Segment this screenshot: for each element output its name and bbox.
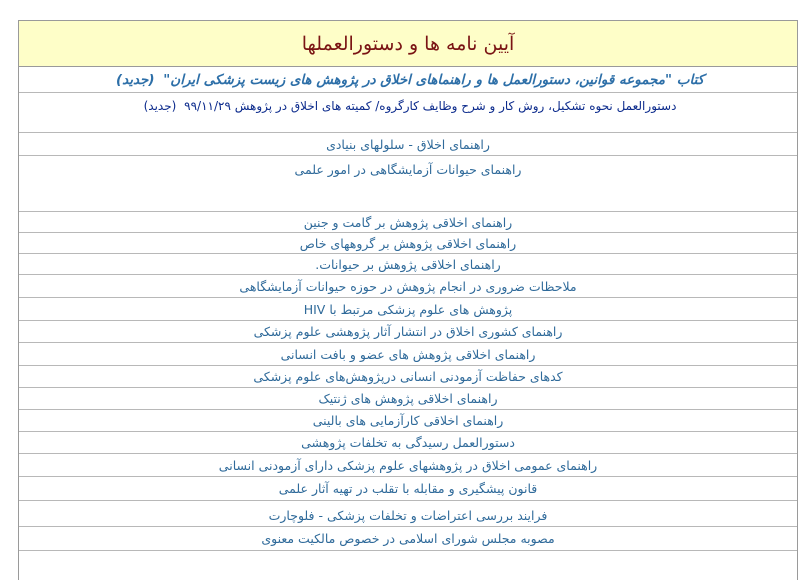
item-link[interactable]: مصوبه مجلس شورای اسلامی در خصوص مالکیت معنوی (261, 531, 555, 546)
item-link[interactable]: دستورالعمل رسیدگی به تخلفات پژوهشی (301, 435, 515, 450)
list-item[interactable] (19, 410, 797, 432)
list-item[interactable] (19, 501, 797, 527)
new-badge: (جدید) (115, 71, 155, 88)
item-link[interactable]: راهنمای حیوانات آزمایشگاهی در امور علمی (294, 162, 522, 177)
item-link[interactable]: کدهای حفاظت آزمودنی انسانی درپژوهش‌های علوم پزشکی (253, 369, 563, 384)
list-item[interactable] (19, 343, 797, 366)
list-item[interactable] (19, 275, 797, 298)
list-item[interactable] (19, 321, 797, 343)
book-row[interactable] (19, 67, 797, 93)
item-link[interactable]: راهنمای اخلاقی کارآزمایی های بالینی (312, 413, 504, 428)
table-header (19, 21, 797, 67)
list-item[interactable] (19, 432, 797, 454)
list-item[interactable] (19, 527, 797, 551)
item-link[interactable]: فرایند بررسی اعتراضات و تخلفات پزشکی - فلوچارت (268, 508, 548, 523)
list-item[interactable] (19, 212, 797, 233)
guidelines-table (18, 20, 798, 580)
item-link[interactable]: راهنمای عمومی اخلاق در پژوهشهای علوم پزشکی دارای آزمودنی انسانی (218, 457, 598, 473)
item-link[interactable]: راهنمای اخلاقی پژوهش بر حیوانات. (315, 256, 501, 272)
list-item[interactable] (19, 366, 797, 388)
page-title: آیین نامه ها و دستورالعملها (301, 32, 515, 55)
committee-link[interactable]: دستورالعمل نحوه تشکیل، روش کار و شرح وظایف کارگروه/ کمیته های اخلاق در پژوهش ۹۹/۱۱/۲۹ (184, 99, 677, 113)
item-link[interactable]: راهنمای کشوری اخلاق در انتشار آثار پژوهشی علوم پزشکی (253, 324, 563, 339)
item-link[interactable]: راهنمای اخلاقی پژوهش بر گروههای خاص (299, 235, 517, 251)
committee-row[interactable] (19, 93, 797, 133)
item-link[interactable]: راهنمای اخلاقی پژوهش های عضو و بافت انسانی (280, 346, 536, 362)
book-link[interactable]: کتاب "مجموعه قوانین، دستورالعمل ها و راهنماهای اخلاق در پژوهش های زیست پزشکی ایران" (163, 71, 705, 88)
list-item[interactable] (19, 156, 797, 212)
item-link[interactable]: پژوهش های علوم پزشکی مرتبط با HIV (303, 301, 513, 317)
list-item[interactable] (19, 298, 797, 321)
list-item[interactable] (19, 254, 797, 275)
list-item[interactable] (19, 233, 797, 254)
list-item[interactable] (19, 133, 797, 156)
item-link[interactable]: ملاحظات ضروری در انجام پژوهش در حوزه حیوانات آزمایشگاهی (239, 278, 577, 294)
new-badge: (جدید) (143, 99, 177, 113)
item-link[interactable]: راهنمای اخلاقی پژوهش بر گامت و جنین (303, 214, 513, 230)
list-item[interactable] (19, 454, 797, 477)
item-link[interactable]: قانون پیشگیری و مقابله با تقلب در تهیه آثار علمی (278, 481, 538, 496)
item-link[interactable]: راهنمای اخلاقی پژوهش های ژنتیک (318, 391, 498, 406)
list-item[interactable] (19, 477, 797, 501)
item-link[interactable]: راهنمای اخلاق - سلولهای بنیادی (326, 136, 490, 152)
list-item[interactable] (19, 388, 797, 410)
